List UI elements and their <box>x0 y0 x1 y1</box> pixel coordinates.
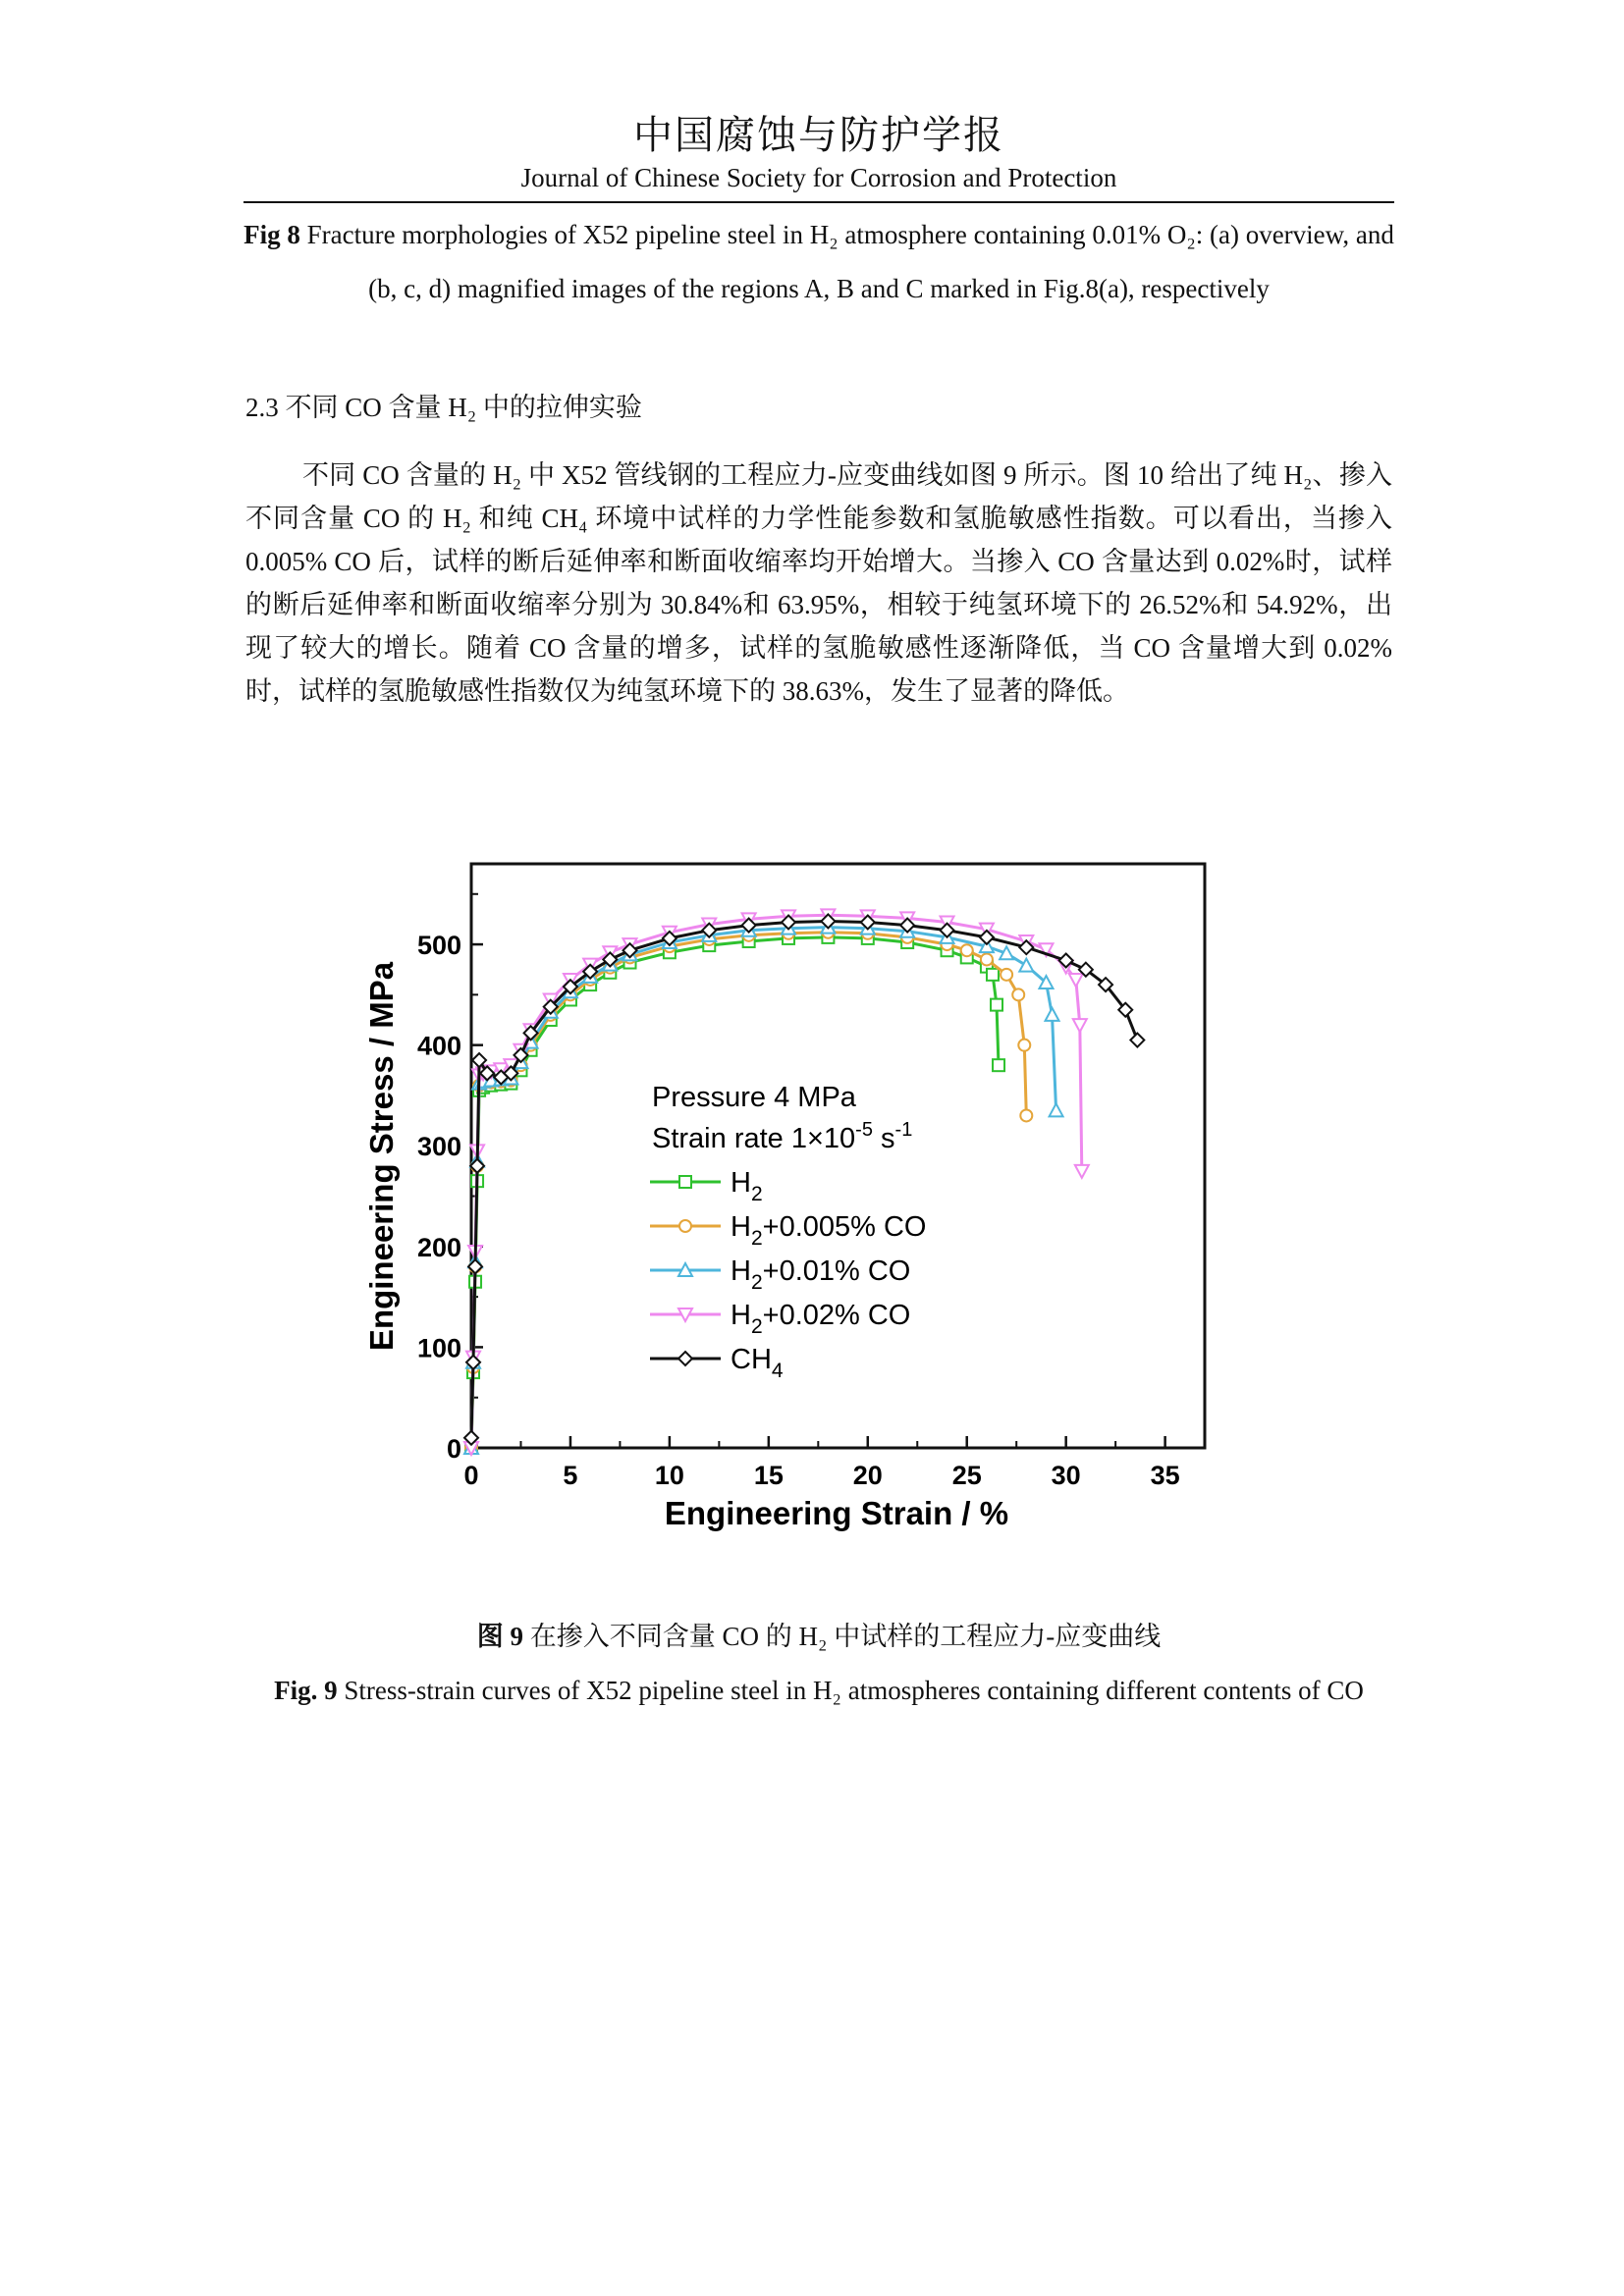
series-3-point-29 <box>1073 1019 1087 1032</box>
legend-label-sub-0: 2 <box>750 1183 763 1205</box>
legend-marker-1 <box>679 1220 691 1232</box>
series-1-point-26 <box>1001 969 1012 981</box>
legend-label-base-3: H <box>731 1300 751 1331</box>
journal-title-cn: 中国腐蚀与防护学报 <box>633 113 1004 157</box>
fig9-caption-cn <box>244 1610 1394 1664</box>
y-tick-label-5: 500 <box>416 931 461 961</box>
series-2-point-26 <box>1019 959 1033 972</box>
journal-header <box>244 110 1394 194</box>
fig9-caption-cn-text: 在掺入不同含量 CO 的 H₂ 中试样的工程应力-应变曲线 <box>523 1622 1162 1651</box>
x-tick-label-3: 15 <box>753 1461 784 1490</box>
strain-rate-base: Strain rate 1×10 <box>652 1123 856 1154</box>
fig9-caption <box>244 1610 1394 1718</box>
series-3-point-28 <box>1069 974 1083 987</box>
legend-label-base-1: H <box>731 1211 751 1243</box>
x-tick-label-2: 10 <box>654 1461 684 1490</box>
series-1-point-25 <box>981 953 993 965</box>
stress-strain-chart <box>344 844 1227 1571</box>
legend-label-sub-4: 4 <box>771 1360 784 1382</box>
series-4-point-22 <box>941 924 954 937</box>
legend-marker-0 <box>679 1176 691 1188</box>
legend-label-2 <box>731 1255 910 1294</box>
y-tick-label-1: 100 <box>416 1333 461 1363</box>
legend-entry-1 <box>650 1211 927 1250</box>
pressure-annotation: Pressure 4 MPa <box>652 1082 856 1113</box>
legend-label-base-0: H <box>731 1167 751 1199</box>
legend-entry-0 <box>650 1167 763 1205</box>
legend-label-0 <box>731 1167 763 1205</box>
series-layer <box>464 909 1144 1455</box>
legend <box>650 1167 927 1382</box>
fig9-caption-en-text: Stress-strain curves of X52 pipeline steel in H₂ atmospheres containing different contents of CO <box>337 1676 1364 1705</box>
series-2-point-28 <box>1046 1008 1059 1021</box>
y-tick-label-2: 200 <box>416 1232 461 1262</box>
strain-rate-exponent: -5 <box>855 1119 873 1141</box>
plot-frame <box>471 864 1205 1448</box>
legend-label-3 <box>731 1300 910 1338</box>
legend-label-base-4: CH <box>731 1344 772 1375</box>
legend-label-rest-3: +0.02% CO <box>762 1300 911 1331</box>
x-tick-label-7: 35 <box>1150 1461 1180 1490</box>
series-2-point-29 <box>1050 1103 1063 1116</box>
series-1-point-28 <box>1018 1040 1030 1051</box>
legend-label-1 <box>731 1211 927 1250</box>
series-0-point-26 <box>987 969 999 981</box>
legend-label-sub-2: 2 <box>750 1271 763 1294</box>
series-1-point-27 <box>1012 988 1024 1000</box>
series-1-point-24 <box>961 944 973 956</box>
y-tick-label-0: 0 <box>446 1434 461 1464</box>
legend-label-rest-2: +0.01% CO <box>762 1255 911 1287</box>
series-0-point-28 <box>993 1059 1004 1071</box>
strain-rate-unit-exponent: -1 <box>894 1119 913 1141</box>
legend-entry-4 <box>650 1344 784 1382</box>
x-tick-label-0: 0 <box>463 1461 479 1490</box>
journal-title-en: Journal of Chinese Society for Corrosion and Protection <box>520 163 1117 192</box>
fig9-caption-cn-label: 图 9 <box>476 1622 524 1651</box>
strain-rate-annotation <box>652 1119 912 1154</box>
x-tick-label-4: 20 <box>852 1461 883 1490</box>
legend-entry-3 <box>650 1300 910 1338</box>
y-tick-label-4: 400 <box>416 1031 461 1061</box>
legend-label-rest-1: +0.005% CO <box>762 1211 927 1243</box>
x-axis-title: Engineering Strain / % <box>664 1495 1009 1531</box>
legend-label-4 <box>731 1344 784 1382</box>
y-tick-label-3: 300 <box>416 1132 461 1162</box>
legend-label-sub-1: 2 <box>750 1227 763 1250</box>
section-heading: 2.3 不同 CO 含量 H₂ 中的拉伸实验 <box>245 393 642 422</box>
fig8-caption-text: Fracture morphologies of X52 pipeline steel in H₂ atmosphere containing 0.01% O₂: (a) overview, and (b, c, d) magnified images of the regions A, B and C marked in Fig.8(a), respectively <box>299 220 1394 303</box>
series-1-point-29 <box>1020 1109 1032 1121</box>
header-divider <box>244 201 1394 203</box>
fig9-caption-en-label: Fig. 9 <box>274 1676 338 1705</box>
strain-rate-unit: s <box>872 1123 895 1154</box>
legend-label-sub-3: 2 <box>750 1315 763 1338</box>
series-0-point-27 <box>991 999 1002 1011</box>
legend-entry-2 <box>650 1255 910 1294</box>
legend-marker-4 <box>678 1352 692 1365</box>
x-tick-label-1: 5 <box>563 1461 578 1490</box>
legend-label-base-2: H <box>731 1255 751 1287</box>
series-3-point-30 <box>1075 1165 1089 1178</box>
x-tick-label-5: 25 <box>951 1461 982 1490</box>
fig9-caption-en <box>244 1664 1394 1718</box>
axis-ticks <box>417 894 1180 1490</box>
x-tick-label-6: 30 <box>1051 1461 1081 1490</box>
body-paragraph: 不同 CO 含量的 H₂ 中 X52 管线钢的工程应力-应变曲线如图 9 所示。图 10 给出了纯 H₂、掺入不同含量 CO 的 H₂ 和纯 CH₄ 环境中试样的力学性能参数和氢脆敏感性指数。可以看出，当掺入 0.005% CO 后，试样的断后延伸率和断面收缩率均开始增大。当掺入 CO 含量达到 0.02%时，试样的断后延伸率和断面收缩率分别为 30.84%和 63.95%，相较于纯氢环境下的 26.52%和 54.92%，出现了较大的增长。随着 CO 含量的增多，试样的氢脆敏感性逐渐降低，当 CO 含量增大到 0.02%时，试样的氢脆敏感性指数仅为纯氢环境下的 38.63%，发生了显著的降低。 <box>245 460 1392 706</box>
series-4-point-29 <box>1130 1034 1144 1047</box>
y-axis-title: Engineering Stress / MPa <box>363 961 400 1352</box>
fig8-caption <box>244 208 1394 316</box>
series-4-point-23 <box>980 931 994 944</box>
fig8-caption-label: Fig 8 <box>244 220 300 249</box>
